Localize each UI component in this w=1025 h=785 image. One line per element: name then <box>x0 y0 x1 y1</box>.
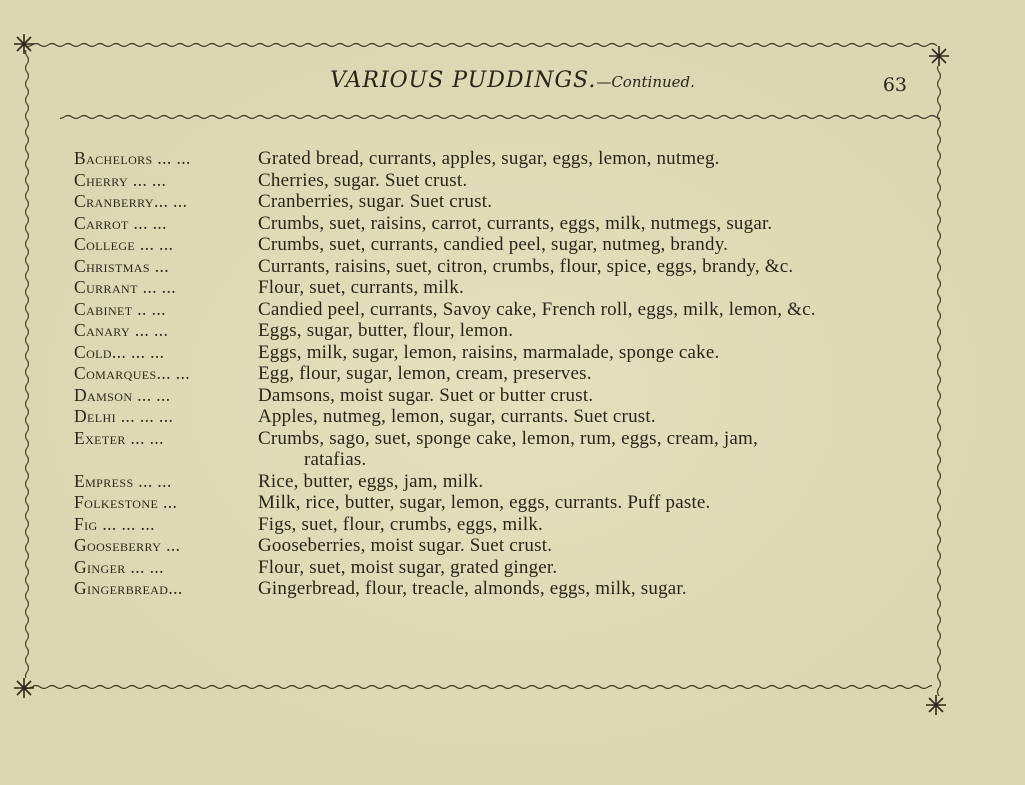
list-item <box>74 514 954 536</box>
pudding-name: Damson ... ... <box>74 384 171 405</box>
pudding-ingredients: Cherries, sugar. Suet crust. <box>258 169 468 191</box>
pudding-ingredients-line-2: ratafias. <box>304 449 367 470</box>
pudding-name: Cabinet .. ... <box>74 298 166 319</box>
list-item <box>74 213 954 235</box>
list-item <box>74 170 954 192</box>
list-item <box>74 406 954 428</box>
pudding-ingredients: Currants, raisins, suet, citron, crumbs, flour, spice, eggs, brandy, &c. <box>258 255 794 277</box>
list-item <box>74 277 954 299</box>
corner-ornament-bottom-left <box>14 678 34 698</box>
list-item <box>74 535 954 557</box>
page-title-suffix: —Continued. <box>596 73 695 91</box>
pudding-ingredients: Crumbs, suet, raisins, carrot, currants, eggs, milk, nutmegs, sugar. <box>258 212 773 234</box>
list-item <box>74 256 954 278</box>
pudding-ingredients <box>258 428 954 471</box>
list-item <box>74 557 954 579</box>
pudding-name: Christmas ... <box>74 255 170 276</box>
pudding-name: Cranberry... ... <box>74 191 188 211</box>
list-item <box>74 299 954 321</box>
list-item <box>74 320 954 342</box>
pudding-name: Delhi ... ... ... <box>74 406 174 426</box>
pudding-name: Fig ... ... ... <box>74 513 155 534</box>
running-header <box>0 68 1025 102</box>
corner-ornament-bottom-right <box>926 695 946 715</box>
pudding-ingredients-line-1: Crumbs, sago, suet, sponge cake, lemon, rum, eggs, cream, jam, <box>258 427 758 449</box>
pudding-ingredients: Gingerbread, flour, treacle, almonds, eggs, milk, sugar. <box>258 578 687 599</box>
pudding-ingredients: Crumbs, suet, currants, candied peel, sugar, nutmeg, brandy. <box>258 234 729 255</box>
corner-ornament-top-right <box>929 46 949 66</box>
pudding-list <box>74 148 954 600</box>
list-item <box>74 471 954 493</box>
list-item <box>74 578 954 600</box>
pudding-name: Gooseberry ... <box>74 535 181 555</box>
pudding-name: Bachelors ... ... <box>74 148 191 168</box>
pudding-name: Cold... ... ... <box>74 341 165 362</box>
list-item <box>74 385 954 407</box>
pudding-ingredients: Eggs, milk, sugar, lemon, raisins, marmalade, sponge cake. <box>258 341 720 363</box>
page-number: 63 <box>882 74 907 96</box>
pudding-name: Currant ... ... <box>74 277 177 297</box>
pudding-ingredients: Grated bread, currants, apples, sugar, eggs, lemon, nutmeg. <box>258 148 720 169</box>
corner-ornament-top-left <box>14 34 34 54</box>
pudding-ingredients: Figs, suet, flour, crumbs, eggs, milk. <box>258 513 543 535</box>
pudding-name: Canary ... ... <box>74 320 169 340</box>
pudding-ingredients: Gooseberries, moist sugar. Suet crust. <box>258 535 553 556</box>
pudding-ingredients: Flour, suet, currants, milk. <box>258 277 464 298</box>
pudding-ingredients: Egg, flour, sugar, lemon, cream, preserves. <box>258 363 592 384</box>
list-item <box>74 492 954 514</box>
list-item <box>74 428 954 471</box>
pudding-name: Cherry ... ... <box>74 169 167 190</box>
pudding-ingredients: Flour, suet, moist sugar, grated ginger. <box>258 556 558 578</box>
list-item <box>74 148 954 170</box>
pudding-ingredients: Milk, rice, butter, sugar, lemon, eggs, currants. Puff paste. <box>258 492 711 513</box>
pudding-ingredients: Rice, butter, eggs, jam, milk. <box>258 470 484 492</box>
pudding-name: Comarques... ... <box>74 363 191 383</box>
pudding-name: Carrot ... ... <box>74 212 167 233</box>
pudding-name: College ... ... <box>74 234 174 254</box>
pudding-name: Ginger ... ... <box>74 556 164 577</box>
pudding-ingredients: Eggs, sugar, butter, flour, lemon. <box>258 320 514 341</box>
page-title <box>0 68 1025 93</box>
page-title-main: VARIOUS PUDDINGS. <box>330 68 597 93</box>
pudding-name: Folkestone ... <box>74 492 178 512</box>
pudding-name: Empress ... ... <box>74 470 172 491</box>
pudding-name: Gingerbread... <box>74 578 183 598</box>
pudding-name: Exeter ... ... <box>74 427 164 448</box>
pudding-ingredients: Cranberries, sugar. Suet crust. <box>258 191 493 212</box>
pudding-ingredients: Candied peel, currants, Savoy cake, French roll, eggs, milk, lemon, &c. <box>258 298 816 320</box>
pudding-ingredients: Damsons, moist sugar. Suet or butter crust. <box>258 384 594 406</box>
list-item <box>74 191 954 213</box>
list-item <box>74 342 954 364</box>
list-item <box>74 234 954 256</box>
list-item <box>74 363 954 385</box>
pudding-ingredients: Apples, nutmeg, lemon, sugar, currants. Suet crust. <box>258 406 656 427</box>
